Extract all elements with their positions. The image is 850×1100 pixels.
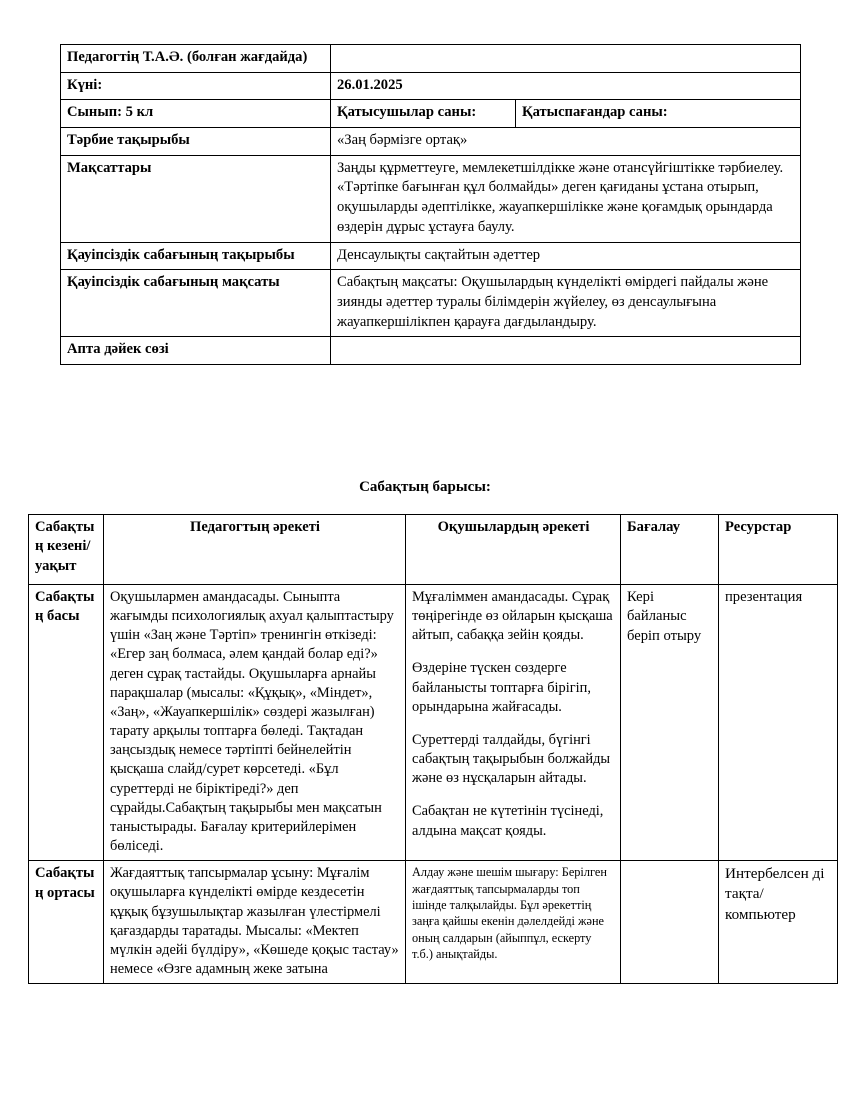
info-label-objectives: Мақсаттары bbox=[61, 155, 331, 242]
lesson-info-table bbox=[60, 44, 801, 365]
table-row bbox=[61, 72, 801, 100]
cell-teacher-activity-middle: Жағдаяттық тапсырмалар ұсыну: Мұғалім оқушыларға күнделікті өмірде кездесетін құқық бұзушылықтар жазылған үлестірмелі қағаздарды таратады. Мысалы: «Мектеп мүлкін әдейі бүлдіру», «Көшеде қоқыс тастау» немесе «Өзге адамның жеке затына bbox=[104, 861, 406, 984]
column-header-stage: Сабақты ң кезені/ уақыт bbox=[29, 515, 104, 585]
info-value-attendees-count: Қатысушылар саны: bbox=[331, 100, 516, 128]
info-label-safety-goal: Қауіпсіздік сабағының мақсаты bbox=[61, 270, 331, 337]
table-row bbox=[61, 100, 801, 128]
table-row bbox=[61, 242, 801, 270]
table-row bbox=[61, 155, 801, 242]
cell-teacher-activity-beginning: Оқушылармен амандасады. Сыныпта жағымды психологиялық ахуал қалыптастыру үшін «Заң және Тәртіп» тренингін өткізеді: «Егер заң болмаса, әлем қандай болар еді?» деген сұрақ тастайды. Оқушыларға арнайы парақшалар (мысалы: «Құқық», «Міндет», «Заң», «Жауапкершілік» сөздері жазылған) тарату арқылы топтарға бөледі. Тақтадан заңсыздық немесе тәртіпті бейнелейтін қысқаша слайд/сурет көрсетеді. «Бұл суреттерді не біріктіреді?» деп сұрайды.Сабақтың тақырыбы мен мақсатын таныстырады. Бағалау критерийлерімен бөліседі. bbox=[104, 585, 406, 861]
cell-student-activity-middle: Алдау және шешім шығару: Берілген жағдаяттық тапсырмаларды топ ішінде талқылайды. Бұл әрекеттің заңға қайшы екенін дәлелдейді және оның салдарын (айыппұл, ескерту т.б.) анықтайды. bbox=[406, 861, 621, 984]
student-paragraph-4: Сабақтан не күтетінін түсінеді, алдына мақсат қояды. bbox=[412, 803, 604, 839]
cell-resources-beginning: презентация bbox=[719, 585, 838, 861]
lesson-flow-table bbox=[28, 514, 838, 984]
student-paragraph-3: Суреттерді талдайды, бүгінгі сабақтың тақырыбын болжайды және өз нұсқаларын айтады. bbox=[412, 731, 611, 787]
cell-assessment-beginning: Кері байланыс беріп отыру bbox=[621, 585, 719, 861]
info-value-date: 26.01.2025 bbox=[331, 72, 801, 100]
info-value-absentees-count: Қатыспағандар саны: bbox=[516, 100, 801, 128]
student-paragraph-1: Мұғаліммен амандасады. Сұрақ төңірегінде өз ойларын қысқаша айтып, сабаққа зейін қояды. bbox=[412, 589, 613, 644]
column-header-assessment: Бағалау bbox=[621, 515, 719, 585]
table-row bbox=[61, 270, 801, 337]
paragraph-spacer bbox=[412, 645, 615, 659]
table-row bbox=[29, 585, 838, 861]
info-label-class: Сынып: 5 кл bbox=[61, 100, 331, 128]
paragraph-spacer bbox=[412, 717, 615, 731]
info-value-safety-topic: Денсаулықты сақтайтын әдеттер bbox=[331, 242, 801, 270]
cell-resources-middle: Интербелсен ді тақта/ компьютер bbox=[719, 861, 838, 984]
info-value-teacher-name bbox=[331, 45, 801, 73]
section-caption: Сабақтың барысы: bbox=[359, 479, 491, 495]
cell-assessment-middle bbox=[621, 861, 719, 984]
column-header-student-activity: Оқушылардың әрекеті bbox=[406, 515, 621, 585]
column-header-resources: Ресурстар bbox=[719, 515, 838, 585]
info-value-objectives: Заңды құрметтеуге, мемлекетшілдікке және отансүйгіштікке тәрбиелеу. «Тәртіпке бағынған құл болмайды» деген қағиданы ұстана отырып, оқушыларды әдептілікке, жауапкершілікке және қоғамдық орындарда өздерін дұрыс ұстауға баулу. bbox=[331, 155, 801, 242]
info-label-week-quote: Апта дәйек сөзі bbox=[61, 337, 331, 365]
info-label-topic: Тәрбие тақырыбы bbox=[61, 128, 331, 156]
cell-stage-middle: Сабақты ң ортасы bbox=[29, 861, 104, 984]
info-label-safety-topic: Қауіпсіздік сабағының тақырыбы bbox=[61, 242, 331, 270]
cell-stage-beginning: Сабақты ң басы bbox=[29, 585, 104, 861]
info-label-date: Күні: bbox=[61, 72, 331, 100]
info-value-topic: «Заң бәрмізге ортақ» bbox=[331, 128, 801, 156]
table-row bbox=[61, 45, 801, 73]
table-header-row bbox=[29, 515, 838, 585]
student-paragraph-2: Өздеріне түскен сөздерге байланысты топтарға бірігіп, орындарына жайғасады. bbox=[412, 660, 591, 715]
info-value-safety-goal: Сабақтың мақсаты: Оқушылардың күнделікті өмірдегі пайдалы және зиянды әдеттер туралы білімдерін жүйелеу, өз денсаулығына жауапкершілікпен қарауға дағдыландыру. bbox=[331, 270, 801, 337]
table-row bbox=[29, 861, 838, 984]
column-header-teacher-activity: Педагогтың әрекеті bbox=[104, 515, 406, 585]
info-label-teacher-name: Педагогтің Т.А.Ә. (болған жағдайда) bbox=[61, 45, 331, 73]
cell-student-activity-beginning bbox=[406, 585, 621, 861]
table-row bbox=[61, 337, 801, 365]
info-value-week-quote bbox=[331, 337, 801, 365]
table-row bbox=[61, 128, 801, 156]
paragraph-spacer bbox=[412, 788, 615, 802]
